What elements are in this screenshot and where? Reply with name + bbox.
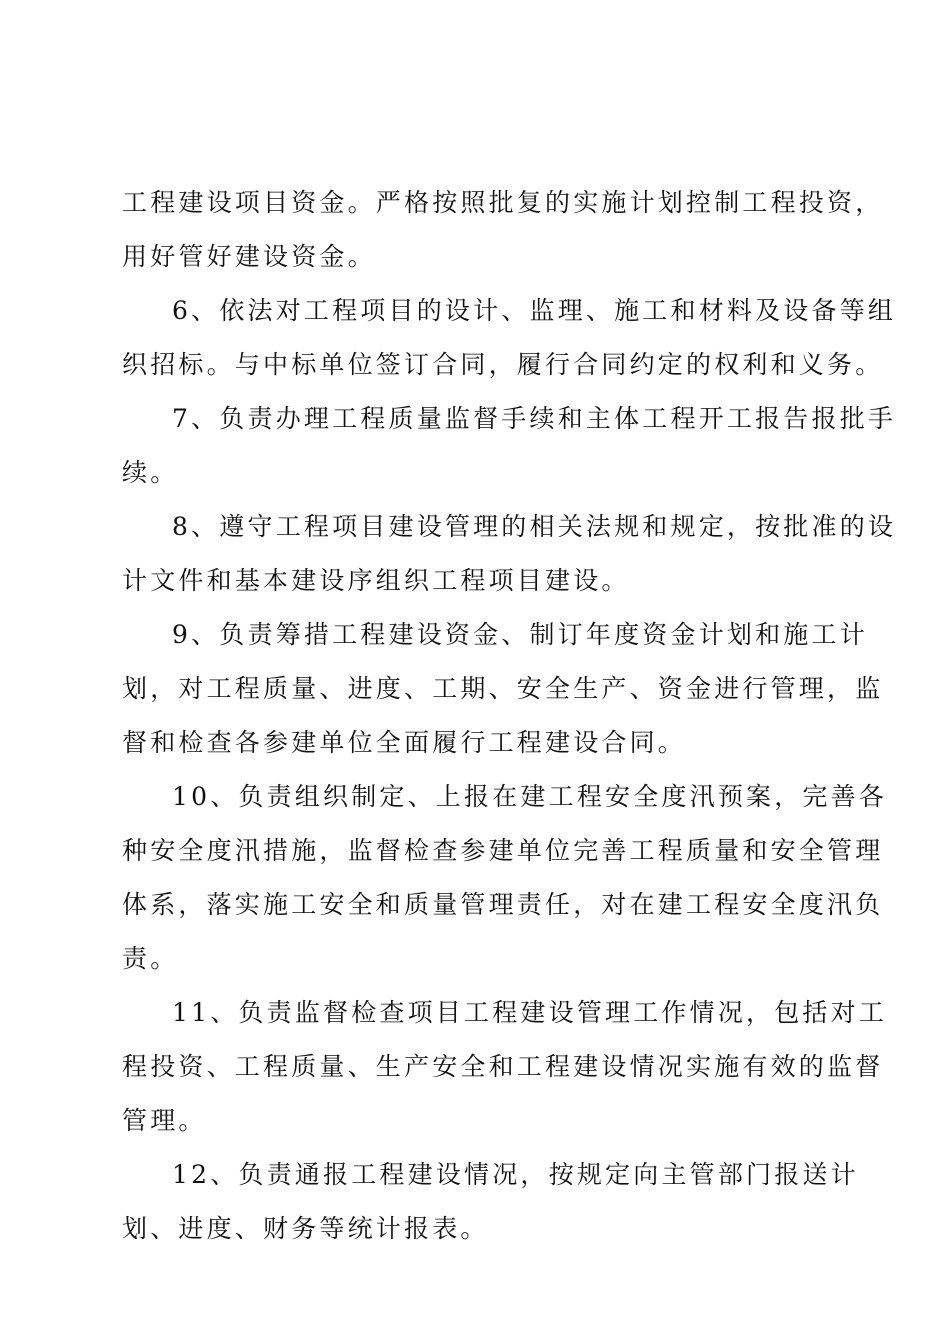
text-line-5: 7、负责办理工程质量监督手续和主体工程开工报告报批手 bbox=[172, 404, 897, 433]
text-line-19: 12、负责通报工程建设情况，按规定向主管部门报送计 bbox=[172, 1160, 859, 1189]
text-line-8: 计文件和基本建设序组织工程项目建设。 bbox=[122, 566, 630, 595]
text-line-16: 11、负责监督检查项目工程建设管理工作情况，包括对工 bbox=[172, 998, 888, 1027]
text-line-12: 10、负责组织制定、上报在建工程安全度汛预案，完善各 bbox=[172, 782, 888, 811]
text-line-17: 程投资、工程质量、生产安全和工程建设情况实施有效的监督 bbox=[122, 1052, 884, 1081]
text-line-11: 督和检查各参建单位全面履行工程建设合同。 bbox=[122, 728, 687, 757]
text-line-13: 种安全度汛措施，监督检查参建单位完善工程质量和安全管理 bbox=[122, 836, 884, 865]
document-body bbox=[122, 176, 897, 1256]
text-line-7: 8、遵守工程项目建设管理的相关法规和规定，按批准的设 bbox=[172, 512, 897, 541]
text-line-15: 责。 bbox=[122, 944, 179, 973]
text-line-6: 续。 bbox=[122, 458, 179, 487]
text-line-4: 织招标。与中标单位签订合同，履行合同约定的权利和义务。 bbox=[122, 350, 884, 379]
text-line-9: 9、负责筹措工程建设资金、制订年度资金计划和施工计 bbox=[172, 620, 868, 649]
text-line-20: 划、进度、财务等统计报表。 bbox=[122, 1214, 489, 1243]
text-line-3: 6、依法对工程项目的设计、监理、施工和材料及设备等组 bbox=[172, 296, 897, 325]
text-line-14: 体系，落实施工安全和质量管理责任，对在建工程安全度汛负 bbox=[122, 890, 884, 919]
text-line-18: 管理。 bbox=[122, 1106, 207, 1135]
text-line-1: 工程建设项目资金。严格按照批复的实施计划控制工程投资， bbox=[122, 188, 884, 217]
text-line-2: 用好管好建设资金。 bbox=[122, 242, 376, 271]
text-line-10: 划，对工程质量、进度、工期、安全生产、资金进行管理，监 bbox=[122, 674, 884, 703]
